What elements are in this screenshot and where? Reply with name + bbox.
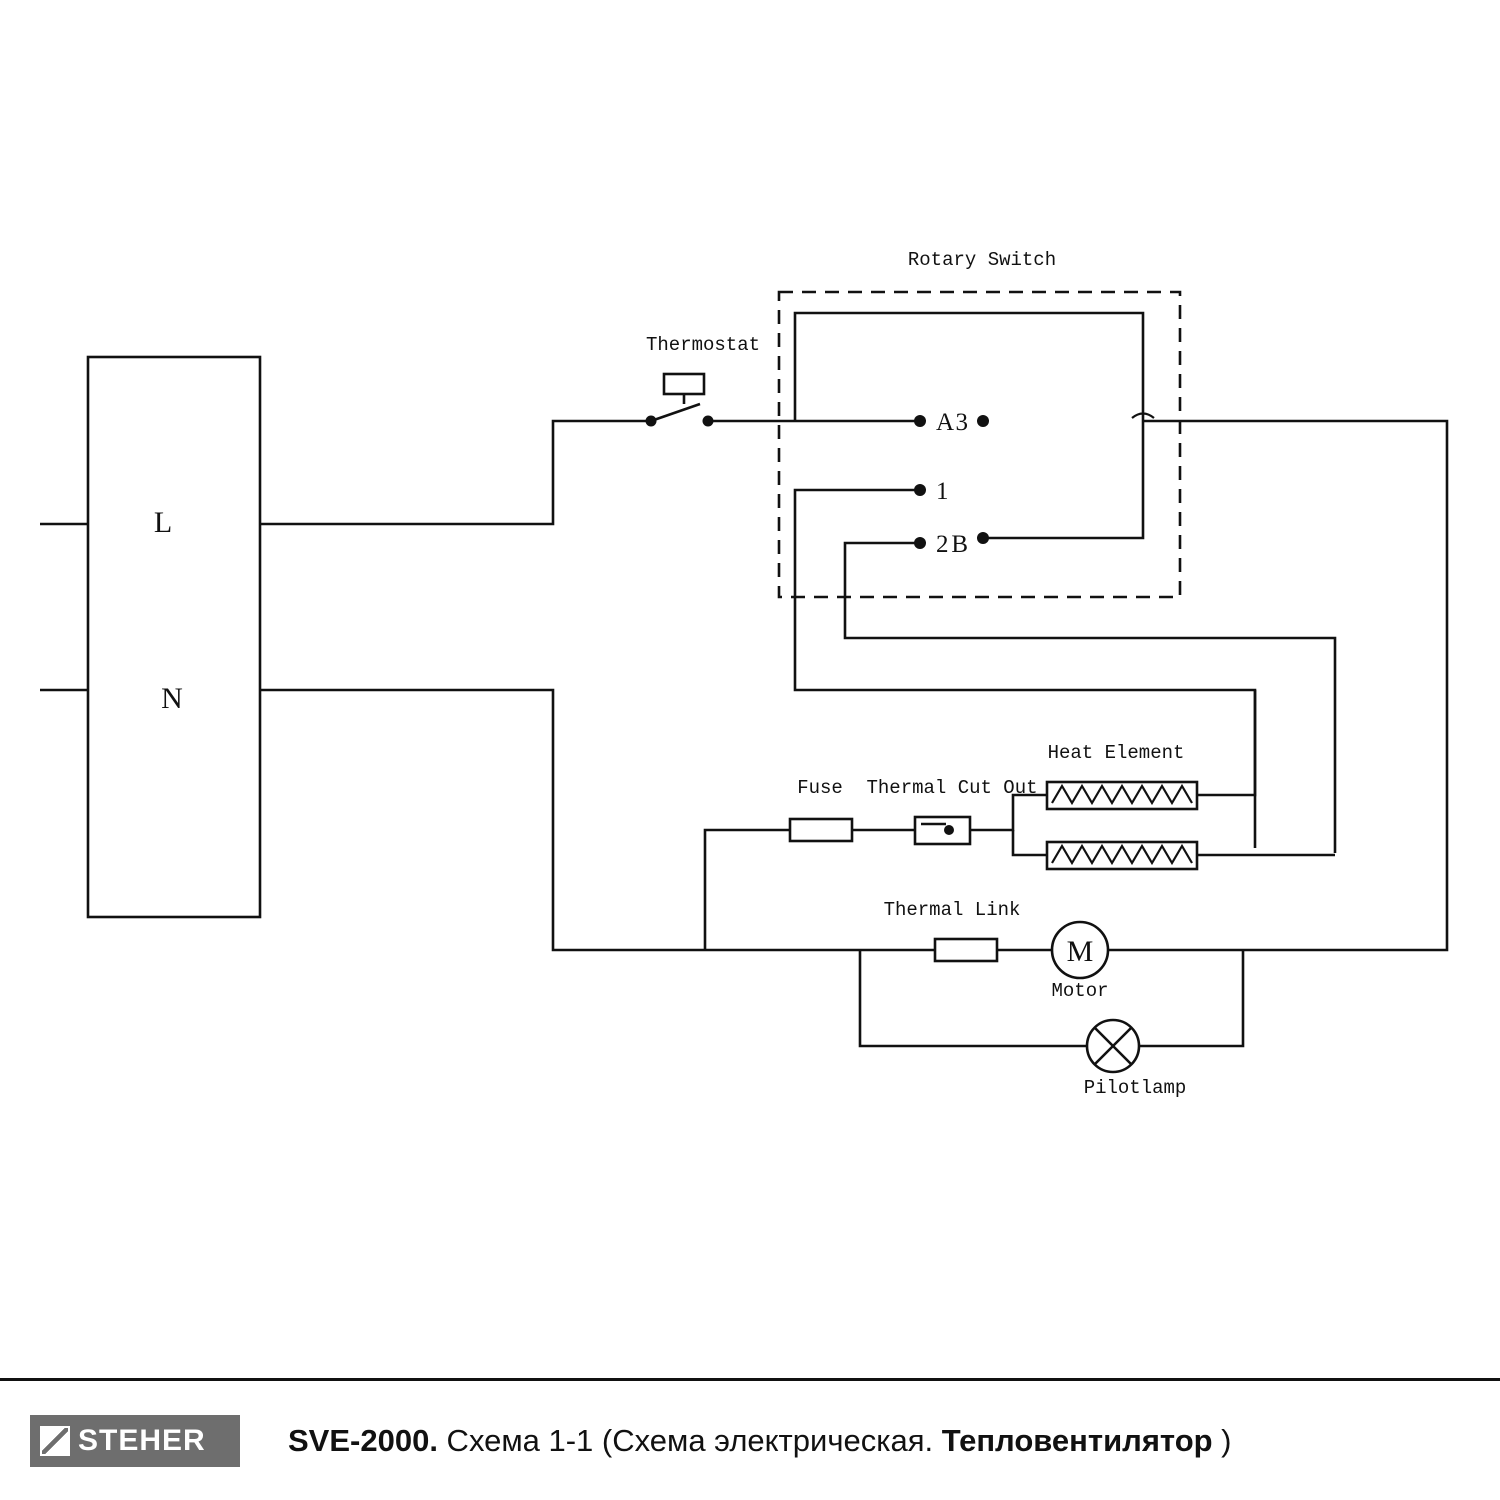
thermostat-label: Thermostat — [645, 334, 761, 356]
terminal-a-dot — [914, 415, 926, 427]
rotary-wiper-link — [983, 414, 1143, 538]
wire-lamp-right — [1139, 950, 1243, 1046]
neutral-label: N — [161, 682, 183, 715]
model-number: SVE-2000. — [288, 1422, 438, 1458]
wire-tco-to-heat-upper — [970, 795, 1047, 830]
thermal-cut-out-node — [944, 825, 954, 835]
wire-heat-upper-return — [1197, 690, 1255, 795]
caption-text-1: Схема 1-1 (Схема электрическая. — [437, 1422, 942, 1458]
heat-element-label: Heat Element — [1047, 742, 1185, 764]
steher-mark-icon — [40, 1426, 70, 1456]
rotary-switch-label: Rotary Switch — [907, 249, 1057, 271]
thermal-cut-out-label: Thermal Cut Out — [866, 777, 1038, 799]
brand-name: STEHER — [78, 1423, 206, 1457]
fuse-label: Fuse — [797, 777, 843, 799]
thermostat-blade — [651, 404, 700, 421]
caption-text-2: Тепловентилятор — [941, 1422, 1213, 1458]
rotary-internal-top-link — [795, 313, 1143, 421]
thermal-cut-out-body — [915, 817, 970, 844]
fuse-body — [790, 819, 852, 841]
pilot-lamp-label: Pilotlamp — [1083, 1077, 1187, 1099]
line-label: L — [153, 506, 173, 539]
terminal-b-label: B — [951, 531, 968, 558]
motor-symbol-label: M — [1066, 935, 1094, 968]
footer-bar — [0, 1378, 1500, 1500]
terminal-2-label: 2 — [936, 531, 949, 558]
supply-terminal-block — [88, 357, 260, 917]
brand-logo — [30, 1415, 240, 1467]
thermal-link-label: Thermal Link — [883, 899, 1021, 921]
rotary-switch-enclosure — [779, 292, 1180, 597]
wire-switch-to-motor-bus — [1143, 421, 1447, 950]
wire-neutral-rail — [260, 690, 705, 950]
terminal-b-dot — [977, 532, 989, 544]
caption-text-3: ) — [1212, 1422, 1232, 1458]
terminal-3-dot — [977, 415, 989, 427]
thermostat-body — [664, 374, 704, 394]
wire-line-to-thermostat — [260, 421, 651, 524]
thermal-link-body — [935, 939, 997, 961]
terminal-a-label: A — [936, 409, 955, 436]
terminal-3-label: 3 — [955, 409, 968, 436]
wire-neutral-to-fuse — [705, 830, 790, 950]
footer-caption — [288, 1423, 1232, 1459]
wire-tco-to-heat-lower — [1013, 830, 1047, 855]
terminal-1-label: 1 — [936, 478, 949, 505]
motor-label: Motor — [1051, 980, 1109, 1002]
